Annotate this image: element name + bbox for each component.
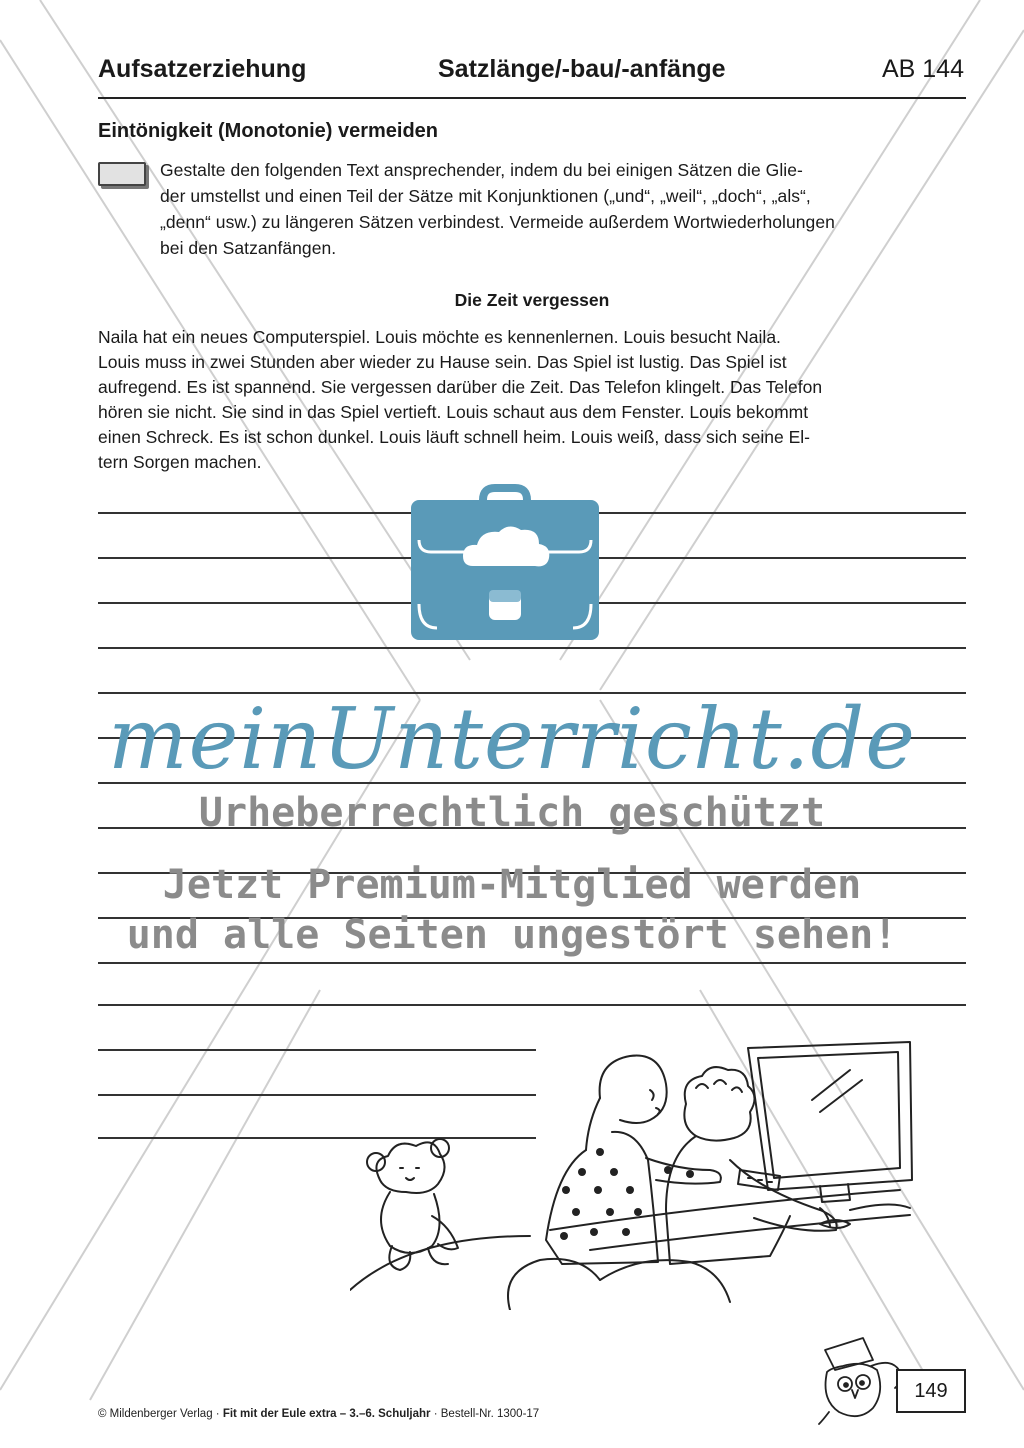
- header-sheet-number: AB 144: [881, 55, 964, 83]
- briefcase-icon: [405, 482, 605, 647]
- story-line: Naila hat ein neues Computerspiel. Louis möchte es kennenlernen. Louis besucht Naila.: [98, 327, 781, 347]
- task-box-icon: [98, 162, 146, 186]
- section-title: Eintönigkeit (Monotonie) vermeiden: [98, 120, 439, 142]
- story-line: Louis muss in zwei Stunden aber wieder zu Hause sein. Das Spiel ist lustig. Das Spiel ist: [98, 352, 787, 372]
- footer: [98, 1408, 539, 1420]
- header-divider: [98, 97, 966, 99]
- instruction-line: Gestalte den folgenden Text ansprechender, indem du bei einigen Sätzen die Glie-: [160, 160, 803, 180]
- instruction-line: der umstellst und einen Teil der Sätze mit Konjunktionen („und“, „weil“, „doch“, „als“,: [160, 186, 811, 206]
- page-number-label: 149: [914, 1379, 948, 1402]
- instruction-line: bei den Satzanfängen.: [160, 238, 337, 258]
- header-topic: Satzlänge/-bau/-anfänge: [438, 55, 726, 83]
- story-line: hören sie nicht. Sie sind in das Spiel vertieft. Louis schaut aus dem Fenster. Louis bekommt: [98, 402, 809, 422]
- footer-product: Fit mit der Eule extra – 3.–6. Schuljahr: [222, 1408, 431, 1420]
- writing-line: [98, 962, 966, 964]
- writing-line: [98, 647, 966, 649]
- footer-order-number: · Bestell-Nr. 1300-17: [430, 1408, 540, 1420]
- footer-publisher: © Mildenberger Verlag ·: [98, 1408, 223, 1420]
- page-number: [896, 1369, 966, 1413]
- story-line: tern Sorgen machen.: [98, 452, 262, 472]
- watermark-logo: meinUnterricht.de: [108, 690, 916, 788]
- story-line: aufregend. Es ist spannend. Sie vergessen darüber die Zeit. Das Telefon klingelt. Das Telefon: [98, 377, 823, 397]
- watermark-premium-line: Jetzt Premium-Mitglied werden: [162, 862, 862, 908]
- watermark-premium-line: und alle Seiten ungestört sehen!: [126, 912, 898, 958]
- story-title: Die Zeit vergessen: [454, 290, 610, 310]
- story-line: einen Schreck. Es ist schon dunkel. Louis läuft schnell heim. Louis weiß, dass sich seine El-: [98, 427, 811, 447]
- header-subject: Aufsatzerziehung: [98, 55, 307, 83]
- instruction-line: „denn“ usw.) zu längeren Sätzen verbindest. Vermeide außerdem Wortwiederholungen: [160, 212, 835, 232]
- owl-mascot-icon: [815, 1330, 905, 1425]
- writing-line: [98, 1004, 966, 1006]
- children-computer-illustration: [350, 1040, 930, 1310]
- watermark-copyright: Urheberrechtlich geschützt: [198, 790, 826, 836]
